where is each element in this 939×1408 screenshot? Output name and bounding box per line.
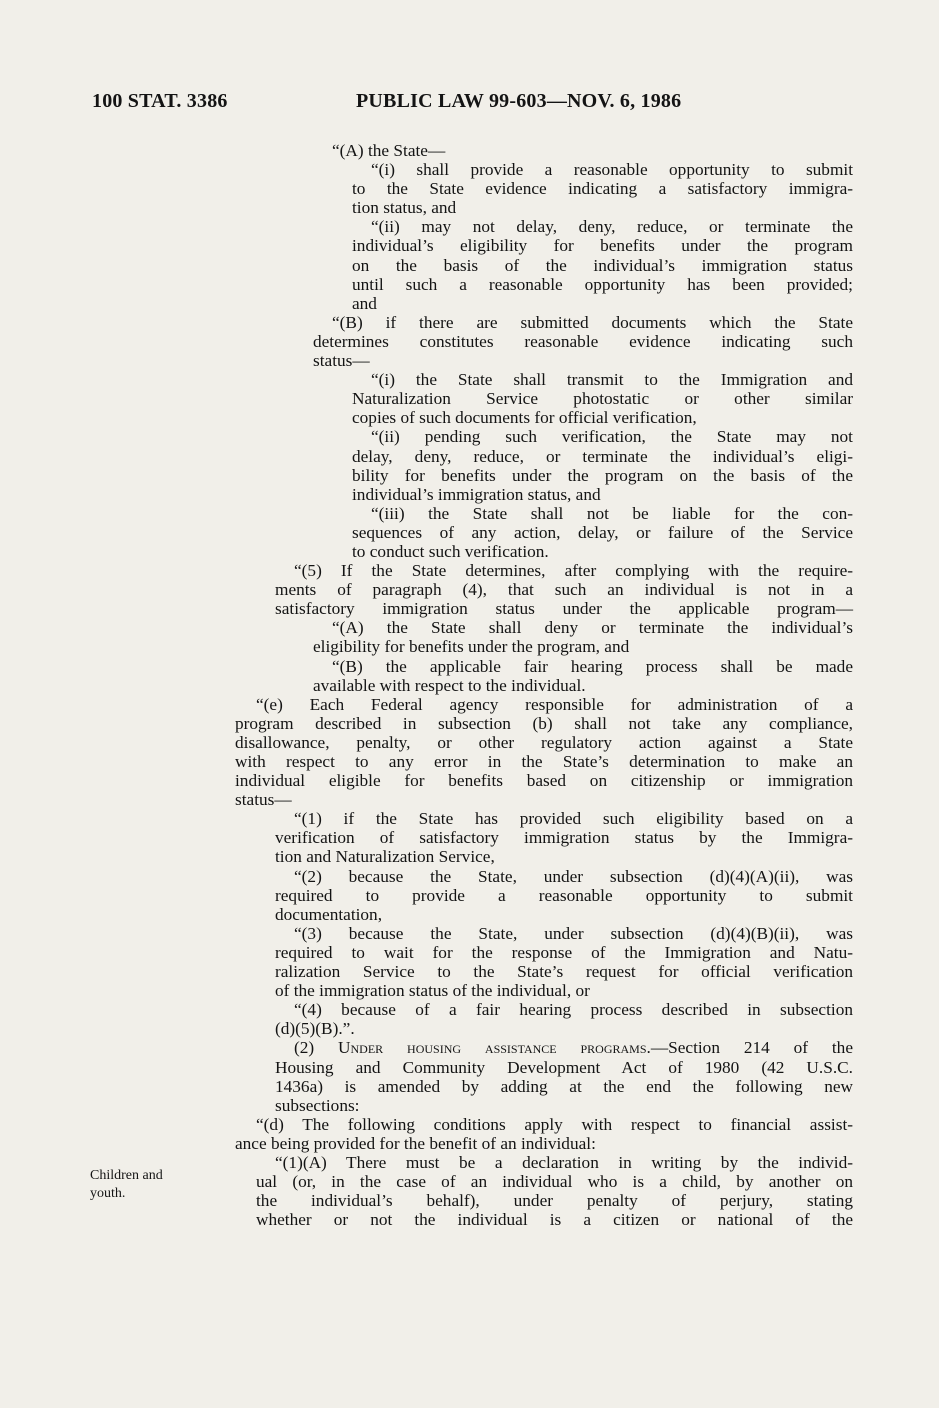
text-line: the individual’s behalf), under penalty of perjury, stating [256,1191,853,1211]
text-line: required to wait for the response of the Immigration and Natu- [275,942,853,962]
text-line: Housing and Community Development Act of 1980 (42 U.S.C. [275,1057,853,1077]
text-line: bility for benefits under the program on the basis of the [352,465,853,485]
text-line: with respect to any error in the State’s determination to make an [235,752,853,771]
text-line: “(3) because the State, under subsection (d)(4)(B)(ii), was [294,923,853,943]
statute-body [0,141,939,1229]
text-line: “(A) the State— [332,141,446,160]
text-line: on the basis of the individual’s immigration status [352,255,853,275]
text-line: whether or not the individual is a citizen or national of the [256,1210,853,1230]
text-line: individual eligible for benefits based on citizenship or immigration [235,771,853,791]
text-line: copies of such documents for official verification, [352,408,697,428]
public-law-citation: PUBLIC LAW 99-603—NOV. 6, 1986 [356,90,682,112]
text-line: delay, deny, reduce, or terminate the individual’s eligi- [352,446,853,466]
text-line: of the immigration status of the individual, or [275,981,590,1001]
section-heading-line [294,1038,853,1057]
text-line: —Section 214 of the [650,1038,853,1058]
text-line: “(1) if the State has provided such eligibility based on a [294,809,853,829]
text-line: to the State evidence indicating a satisfactory immigra- [352,179,853,199]
text-line: subsections: [275,1095,360,1115]
text-line: until such a reasonable opportunity has been provided; [352,274,853,294]
text-line: eligibility for benefits under the program, and [313,637,630,657]
text-line: “(4) because of a fair hearing process described in subsection [294,1000,853,1020]
text-line: required to provide a reasonable opportunity to submit [275,885,853,905]
text-line: “(A) the State shall deny or terminate the individual’s [332,618,853,638]
text-line: individual’s immigration status, and [352,484,601,504]
text-line: tion status, and [352,198,457,218]
text-line: documentation, [275,904,383,924]
text-line: to conduct such verification. [352,541,549,561]
text-line: available with respect to the individual. [313,675,586,695]
text-line: status— [313,351,370,371]
margin-note-line: Children and [90,1168,163,1183]
stat-page-number: 100 STAT. 3386 [92,90,228,112]
text-line: “(e) Each Federal agency responsible for administration of a [256,694,853,714]
text-line: individual’s eligibility for benefits under the program [352,236,853,256]
text-line: ments of paragraph (4), that such an individual is not in a [275,580,853,600]
text-line: “(i) the State shall transmit to the Immigration and [371,370,853,390]
margin-note-line: youth. [90,1186,126,1201]
text-line: program described in subsection (b) shall not take any compliance, [235,713,853,733]
text-line: disallowance, penalty, or other regulatory action against a State [235,732,853,752]
text-line: “(iii) the State shall not be liable for the con- [371,503,853,523]
text-line: Naturalization Service photostatic or other similar [352,389,853,409]
text-line: ual (or, in the case of an individual who is a child, by another on [256,1172,853,1192]
text-line: “(ii) may not delay, deny, reduce, or terminate the [371,217,853,237]
text-line: “(i) shall provide a reasonable opportunity to submit [371,160,853,180]
text-line: ance being provided for the benefit of an individual: [235,1133,596,1153]
text-line: status— [235,790,292,810]
text-line: determines constitutes reasonable evidence indicating such [313,331,853,351]
text-line: sequences of any action, delay, or failure of the Service [352,522,853,542]
text-line: “(ii) pending such verification, the State may not [371,427,853,447]
paragraph-number: (2) [294,1038,339,1058]
page-header [92,90,862,120]
text-line: “(B) the applicable fair hearing process shall be made [332,656,853,676]
text-line: verification of satisfactory immigration status by the Immigra- [275,828,853,848]
text-line: “(2) because the State, under subsection (d)(4)(A)(ii), was [294,866,853,886]
text-line: (d)(5)(B).”. [275,1019,355,1039]
text-line: “(5) If the State determines, after complying with the require- [294,561,853,581]
text-line: and [352,293,377,313]
text-line: ralization Service to the State’s request for official verification [275,962,853,982]
text-line: 1436a) is amended by adding at the end the following new [275,1076,853,1096]
text-line: “(B) if there are submitted documents which the State [332,312,853,332]
paragraph-heading: Under housing assistance programs. [338,1038,651,1058]
text-line: “(d) The following conditions apply with respect to financial assist- [256,1114,853,1134]
text-line: satisfactory immigration status under the applicable program— [275,599,853,619]
text-line: tion and Naturalization Service, [275,847,495,867]
text-line: “(1)(A) There must be a declaration in writing by the individ- [275,1152,853,1172]
